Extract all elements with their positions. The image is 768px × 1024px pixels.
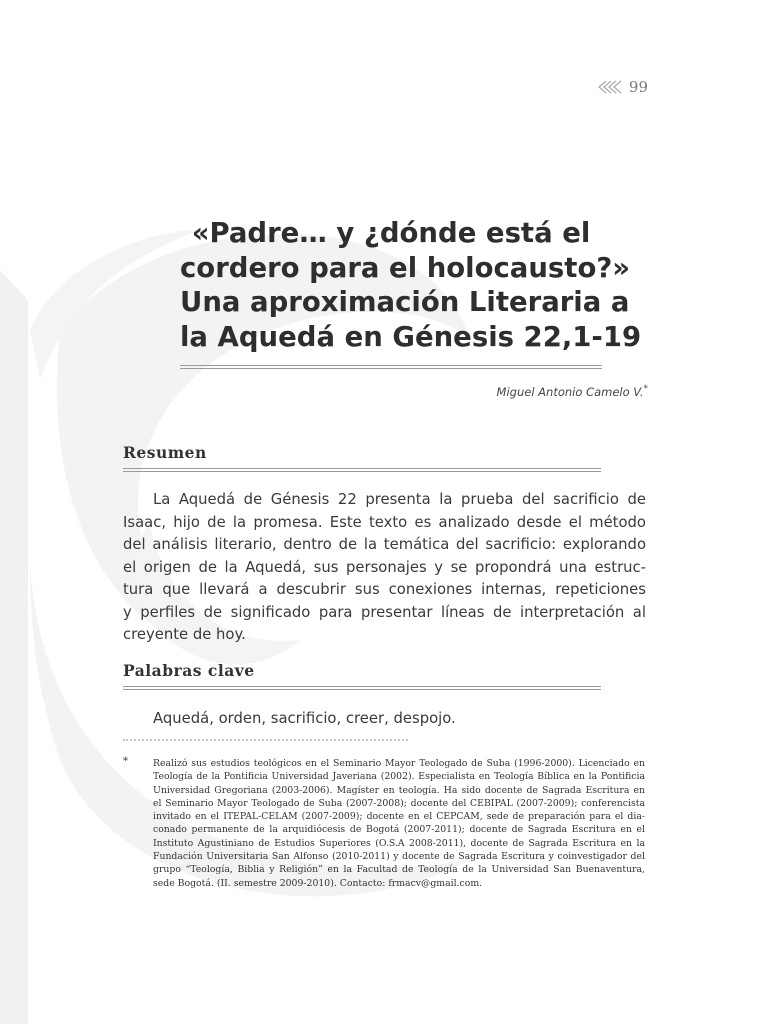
article-title bbox=[180, 216, 642, 354]
keywords-text: Aquedá, orden, sacrificio, creer, despojo. bbox=[153, 710, 456, 727]
footnote-line: invitado en el ITEPAL-CELAM (2007-2009); docente en el CEPCAM, sede de preparación para el dia- bbox=[153, 811, 645, 823]
abstract-line: La Aquedá de Génesis 22 presenta la prueba del sacrificio de bbox=[153, 491, 646, 508]
footnote-line: Fundación Universitaria San Alfonso (2010-2011) y docente de Sagrada Escritura y coinvestigador del bbox=[153, 851, 645, 863]
footnote-separator bbox=[123, 739, 408, 741]
footnote-line: conado permanente de la arquidiócesis de Bogotá (2007-2011); docente de Sagrada Escritura en el bbox=[153, 824, 645, 836]
footnote-line: Realizó sus estudios teológicos en el Seminario Mayor Teologado de Suba (1996-2000). Licenciado en bbox=[153, 758, 645, 769]
author-name: Miguel Antonio Camelo V. bbox=[496, 384, 644, 399]
footnote-line: Universidad Gregoriana (2003-2006). Magíster en teología. Ha sido docente de Sagrada Escritura en bbox=[153, 784, 645, 796]
footnote-line: Instituto Agustiniano de Estudios Superiores (O.S.A 2008-2011), docente de Sagrada Escritura en la bbox=[153, 837, 645, 849]
page-header bbox=[597, 78, 648, 96]
author-byline bbox=[497, 384, 648, 399]
footnote-line: el Seminario Mayor Teologado de Suba (2007-2008); docente del CEBIPAL (2007-2009); conferencista bbox=[153, 797, 645, 809]
keywords-heading: Palabras clave bbox=[123, 661, 255, 680]
page-number: 99 bbox=[628, 78, 648, 96]
abstract-line: del análisis literario, dentro de la temática del sacrificio: explorando bbox=[123, 536, 646, 553]
footnote-line: grupo “Teología, Biblia y Religión” en la Facultad de Teología de la Universidad San Buenaventura, bbox=[153, 864, 645, 876]
footnote-mark: * bbox=[123, 756, 128, 767]
abstract-line: Isaac, hijo de la promesa. Este texto es analizado desde el método bbox=[123, 513, 646, 531]
footnote-line: Teología de la Pontificia Universidad Javeriana (2002). Especialista en Teología Bíblica en la Pontificia bbox=[153, 771, 645, 783]
author-footnote-mark: * bbox=[643, 384, 648, 394]
double-chevron-left-icon bbox=[597, 80, 623, 94]
abstract-heading-rule bbox=[123, 468, 601, 472]
abstract-heading: Resumen bbox=[123, 443, 207, 462]
title-line: Una aproximación Literaria a bbox=[180, 286, 630, 318]
author-footnote bbox=[153, 757, 645, 890]
keywords-heading-rule bbox=[123, 686, 601, 690]
abstract-text bbox=[123, 489, 646, 647]
abstract-line: creyente de hoy. bbox=[123, 626, 246, 643]
abstract-line: tura que llevará a descubrir sus conexiones internas, repeticiones bbox=[123, 581, 646, 598]
abstract-line: y perfiles de significado para presentar líneas de interpretación al bbox=[123, 603, 646, 621]
title-line: cordero para el holocausto?» bbox=[180, 251, 631, 284]
title-line: la Aquedá en Génesis 22,1-19 bbox=[180, 320, 642, 353]
title-rule bbox=[180, 365, 602, 369]
title-line: «Padre… y ¿dónde está el bbox=[191, 217, 591, 249]
footnote-line: sede Bogotá. (II. semestre 2009-2010). Contacto: frmacv@gmail.com. bbox=[153, 877, 483, 889]
abstract-line: el origen de la Aquedá, sus personajes y se propondrá una estruc- bbox=[123, 558, 646, 576]
